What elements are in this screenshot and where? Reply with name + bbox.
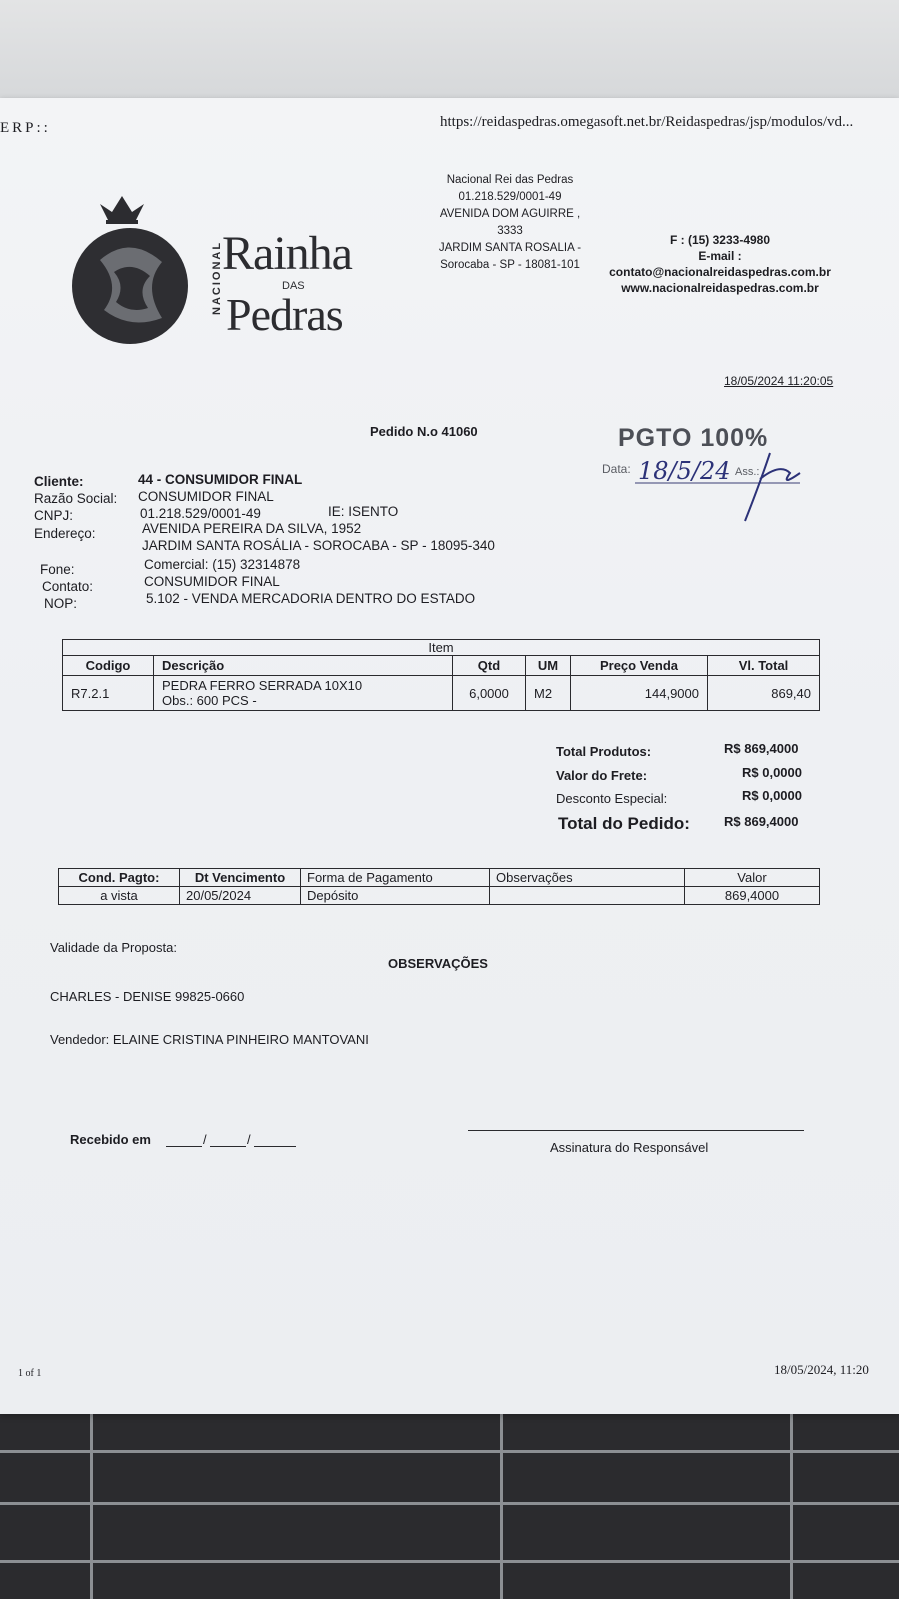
fone-value: Comercial: (15) 32314878 bbox=[144, 557, 301, 572]
logo-brand-top: Rainha bbox=[222, 227, 352, 280]
table-row bbox=[63, 676, 820, 711]
payment-table bbox=[58, 868, 820, 905]
item-codigo: R7.2.1 bbox=[63, 676, 154, 711]
item-obs: Obs.: 600 PCS - bbox=[162, 693, 257, 708]
observacoes-title: OBSERVAÇÕES bbox=[388, 956, 488, 971]
background-wall bbox=[0, 0, 899, 100]
desconto-value: R$ 0,0000 bbox=[742, 788, 802, 803]
endereco-line2: JARDIM SANTA ROSÁLIA - SOROCABA - SP - 18095-340 bbox=[142, 538, 495, 553]
fone-label: Fone: bbox=[40, 562, 75, 577]
logo-vertical-text: NACIONAL bbox=[211, 240, 223, 315]
endereco-label: Endereço: bbox=[34, 526, 96, 541]
company-district: JARDIM SANTA ROSALIA - bbox=[438, 242, 582, 254]
item-descricao: PEDRA FERRO SERRADA 10X10 bbox=[162, 678, 363, 693]
endereco-line1: AVENIDA PEREIRA DA SILVA, 1952 bbox=[142, 521, 362, 536]
footer-print-time: 18/05/2024, 11:20 bbox=[774, 1362, 869, 1377]
observacoes-text: CHARLES - DENISE 99825-0660 bbox=[50, 989, 245, 1004]
background-rack bbox=[0, 1410, 899, 1599]
company-contact bbox=[600, 232, 840, 296]
col-codigo: Codigo bbox=[63, 656, 154, 676]
valor-frete-value: R$ 0,0000 bbox=[742, 765, 802, 780]
stamp-date-label: Data: bbox=[602, 462, 631, 476]
col-valor: Valor bbox=[685, 869, 820, 887]
browser-header-url: https://reidaspedras.omegasoft.net.br/Reidaspedras/jsp/modulos/vd... bbox=[440, 114, 854, 130]
date-separator: / bbox=[247, 1132, 251, 1147]
rack-bar bbox=[90, 1410, 93, 1599]
col-dt-vencimento: Dt Vencimento bbox=[180, 869, 301, 887]
col-descricao: Descrição bbox=[154, 656, 453, 676]
item-descricao-cell bbox=[154, 676, 453, 711]
total-produtos-label: Total Produtos: bbox=[556, 744, 652, 759]
razao-social-value: CONSUMIDOR FINAL bbox=[138, 489, 274, 504]
payment-stamp: PGTO 100% bbox=[618, 424, 769, 452]
recebido-em-label: Recebido em bbox=[70, 1132, 151, 1147]
company-email-label: E-mail : bbox=[698, 249, 742, 263]
rack-bar bbox=[500, 1410, 503, 1599]
items-table bbox=[62, 639, 820, 711]
company-website: www.nacionalreidaspedras.com.br bbox=[621, 281, 819, 295]
col-forma-pagamento: Forma de Pagamento bbox=[301, 869, 490, 887]
company-info bbox=[420, 172, 600, 274]
company-city: Sorocaba - SP - 18081-101 bbox=[440, 259, 580, 271]
item-total: 869,40 bbox=[708, 676, 820, 711]
items-header-row bbox=[63, 656, 820, 676]
cnpj-label: CNPJ: bbox=[34, 508, 74, 523]
items-group-row bbox=[63, 640, 820, 656]
valor-frete-label: Valor do Frete: bbox=[556, 768, 648, 783]
signature-line bbox=[468, 1130, 804, 1131]
razao-social-label: Razão Social: bbox=[34, 491, 118, 506]
nop-value: 5.102 - VENDA MERCADORIA DENTRO DO ESTADO bbox=[146, 591, 476, 606]
date-blank-day bbox=[166, 1146, 202, 1147]
assinatura-label: Assinatura do Responsável bbox=[550, 1140, 709, 1155]
total-produtos-value: R$ 869,4000 bbox=[724, 741, 799, 756]
contato-label: Contato: bbox=[42, 579, 94, 594]
company-cnpj: 01.218.529/0001-49 bbox=[458, 191, 562, 203]
ie-value: IE: ISENTO bbox=[328, 504, 399, 519]
date-blank-month bbox=[210, 1146, 246, 1147]
cliente-value: 44 - CONSUMIDOR FINAL bbox=[138, 472, 303, 487]
company-name: Nacional Rei das Pedras bbox=[446, 174, 574, 186]
pay-obs bbox=[490, 887, 685, 905]
vendedor: Vendedor: ELAINE CRISTINA PINHEIRO MANTOVANI bbox=[50, 1032, 369, 1047]
contato-value: CONSUMIDOR FINAL bbox=[144, 574, 280, 589]
table-row bbox=[59, 887, 820, 905]
total-pedido-label: Total do Pedido: bbox=[558, 814, 690, 833]
desconto-label: Desconto Especial: bbox=[556, 791, 668, 806]
print-datetime: 18/05/2024 11:20:05 bbox=[724, 374, 834, 388]
page-number: 1 of 1 bbox=[18, 1368, 42, 1379]
item-qtd: 6,0000 bbox=[453, 676, 526, 711]
col-total: Vl. Total bbox=[708, 656, 820, 676]
handwritten-date: 18/5/24 bbox=[638, 457, 731, 485]
browser-header-left: ERP:: bbox=[0, 120, 51, 136]
company-street: AVENIDA DOM AGUIRRE , bbox=[439, 208, 581, 220]
date-separator: / bbox=[203, 1132, 207, 1147]
pay-valor: 869,4000 bbox=[685, 887, 820, 905]
logo-brand-bottom: Pedras bbox=[226, 289, 343, 340]
col-preco: Preço Venda bbox=[571, 656, 708, 676]
col-cond-pagto: Cond. Pagto: bbox=[59, 869, 180, 887]
company-email: contato@nacionalreidaspedras.com.br bbox=[609, 265, 831, 279]
pay-forma: Depósito bbox=[301, 887, 490, 905]
rack-bar bbox=[0, 1450, 899, 1453]
col-observacoes: Observações bbox=[490, 869, 685, 887]
rack-bar bbox=[790, 1410, 793, 1599]
cnpj-value: 01.218.529/0001-49 bbox=[140, 506, 261, 521]
company-number: 3333 bbox=[497, 225, 523, 237]
pay-venc: 20/05/2024 bbox=[180, 887, 301, 905]
nop-label: NOP: bbox=[44, 596, 78, 611]
company-phone: F : (15) 3233-4980 bbox=[669, 233, 771, 247]
stamp-signature-label: Ass.: bbox=[735, 466, 760, 478]
cliente-label: Cliente: bbox=[34, 474, 84, 489]
payment-header-row bbox=[59, 869, 820, 887]
logo-brand-small: DAS bbox=[282, 280, 305, 292]
item-preco: 144,9000 bbox=[571, 676, 708, 711]
col-um: UM bbox=[526, 656, 571, 676]
validade-proposta: Validade da Proposta: bbox=[50, 940, 177, 955]
order-title: Pedido N.o 41060 bbox=[370, 424, 478, 439]
item-um: M2 bbox=[526, 676, 571, 711]
col-qtd: Qtd bbox=[453, 656, 526, 676]
handwritten-signature bbox=[630, 443, 830, 523]
date-blank-year bbox=[254, 1146, 296, 1147]
items-group-header: Item bbox=[63, 640, 820, 656]
total-pedido-value: R$ 869,4000 bbox=[724, 814, 799, 829]
rack-bar bbox=[0, 1502, 899, 1505]
order-document bbox=[0, 98, 899, 1414]
rack-bar bbox=[0, 1560, 899, 1563]
pay-cond: a vista bbox=[59, 887, 180, 905]
